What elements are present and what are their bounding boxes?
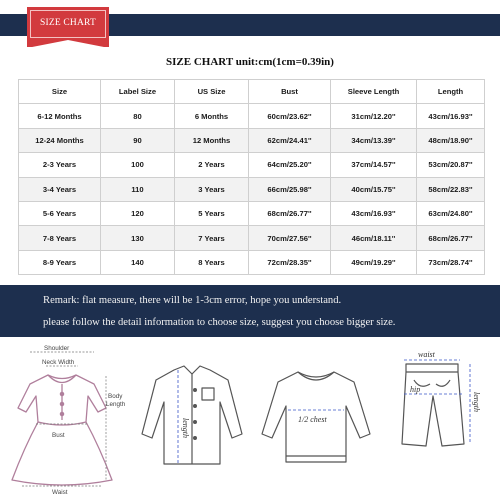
header-us-size: US Size	[175, 80, 249, 104]
cell-bust: 68cm/26.77''	[249, 201, 331, 225]
cell-label-size: 140	[101, 250, 175, 274]
dress-length-label: Length	[106, 401, 126, 408]
dress-bust-label: Bust	[52, 432, 65, 439]
cell-sleeve-length: 37cm/14.57''	[331, 153, 417, 177]
sweater-chest-label: 1/2 chest	[298, 415, 327, 424]
cell-bust: 60cm/23.62''	[249, 104, 331, 128]
cell-us-size: 8 Years	[175, 250, 249, 274]
cell-bust: 70cm/27.56''	[249, 226, 331, 250]
table-row	[19, 153, 485, 177]
sweater-diagram	[254, 340, 378, 500]
cell-sleeve-length: 43cm/16.93''	[331, 201, 417, 225]
cell-size: 7-8 Years	[19, 226, 101, 250]
cell-size: 5-6 Years	[19, 201, 101, 225]
cell-length: 68cm/26.77''	[417, 226, 485, 250]
dress-neck-width-label: Neck Width	[42, 359, 75, 366]
cell-sleeve-length: 49cm/19.29''	[331, 250, 417, 274]
cell-label-size: 120	[101, 201, 175, 225]
remark-line-2: please follow the detail information to choose size, suggest you choose bigger size.	[43, 317, 396, 328]
remark-banner	[0, 285, 500, 337]
cell-size: 2-3 Years	[19, 153, 101, 177]
cell-label-size: 130	[101, 226, 175, 250]
remark-line-1: Remark: flat measure, there will be 1-3cm error, hope you understand.	[43, 295, 342, 306]
header-length: Length	[417, 80, 485, 104]
cell-length: 43cm/16.93''	[417, 104, 485, 128]
cell-label-size: 90	[101, 128, 175, 152]
cell-length: 58cm/22.83''	[417, 177, 485, 201]
table-row	[19, 250, 485, 274]
cell-length: 53cm/20.87''	[417, 153, 485, 177]
table-header-row	[19, 80, 485, 104]
page-title: SIZE CHART unit:cm(1cm=0.39in)	[166, 56, 334, 68]
cell-label-size: 110	[101, 177, 175, 201]
dress-diagram	[2, 340, 130, 500]
cell-us-size: 12 Months	[175, 128, 249, 152]
header-bust: Bust	[249, 80, 331, 104]
cell-bust: 62cm/24.41''	[249, 128, 331, 152]
dress-waist-label: Waist	[52, 489, 68, 496]
table-row	[19, 104, 485, 128]
pants-length-label: length	[472, 392, 481, 412]
pants-icon	[402, 364, 464, 446]
dress-body-label: Body	[108, 393, 123, 400]
cell-us-size: 3 Years	[175, 177, 249, 201]
cell-size: 12-24 Months	[19, 128, 101, 152]
cell-bust: 72cm/28.35''	[249, 250, 331, 274]
header-sleeve-length: Sleeve Length	[331, 80, 417, 104]
cell-length: 48cm/18.90''	[417, 128, 485, 152]
cell-sleeve-length: 40cm/15.75''	[331, 177, 417, 201]
header-label-size: Label Size	[101, 80, 175, 104]
cell-bust: 64cm/25.20''	[249, 153, 331, 177]
cell-length: 73cm/28.74''	[417, 250, 485, 274]
cell-size: 3-4 Years	[19, 177, 101, 201]
dress-shoulder-label: Shoulder	[44, 345, 70, 352]
shirt-icon	[142, 366, 242, 464]
table-row	[19, 201, 485, 225]
pants-waist-label: waist	[418, 350, 435, 359]
cell-us-size: 7 Years	[175, 226, 249, 250]
cell-length: 63cm/24.80''	[417, 201, 485, 225]
size-table	[18, 79, 485, 275]
cell-bust: 66cm/25.98''	[249, 177, 331, 201]
dress-icon	[12, 375, 112, 485]
cell-sleeve-length: 31cm/12.20''	[331, 104, 417, 128]
cell-label-size: 100	[101, 153, 175, 177]
size-chart-tag-label: SIZE CHART	[39, 18, 97, 28]
cell-us-size: 5 Years	[175, 201, 249, 225]
size-chart-tag	[27, 7, 109, 47]
cell-us-size: 2 Years	[175, 153, 249, 177]
header-size: Size	[19, 80, 101, 104]
measurement-diagrams	[0, 340, 500, 500]
table-row	[19, 128, 485, 152]
shirt-length-label: length	[181, 418, 190, 438]
cell-us-size: 6 Months	[175, 104, 249, 128]
table-row	[19, 177, 485, 201]
cell-size: 6-12 Months	[19, 104, 101, 128]
cell-sleeve-length: 46cm/18.11''	[331, 226, 417, 250]
cell-sleeve-length: 34cm/13.39''	[331, 128, 417, 152]
cell-size: 8-9 Years	[19, 250, 101, 274]
cell-label-size: 80	[101, 104, 175, 128]
pants-hip-label: hip	[410, 385, 421, 394]
shirt-diagram	[130, 340, 252, 500]
pants-diagram	[384, 340, 498, 500]
table-row	[19, 226, 485, 250]
